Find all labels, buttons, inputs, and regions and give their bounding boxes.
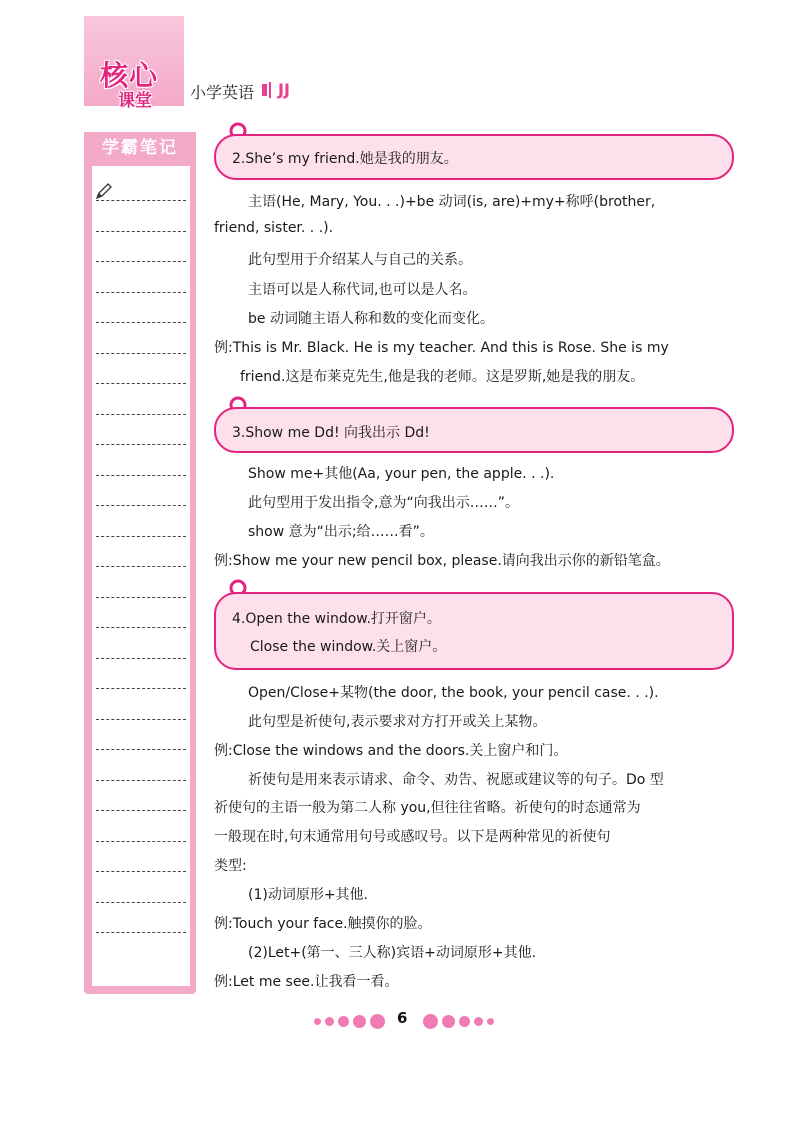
- note-line: [96, 597, 186, 598]
- s3-line-2: 此句型用于发出指令,意为“向我出示……”。: [248, 495, 519, 511]
- note-line: [96, 261, 186, 262]
- footer-dot: [370, 1014, 385, 1029]
- sentence-4-text-2: Close the window.关上窗户。: [250, 639, 447, 655]
- footer-dot: [487, 1018, 494, 1025]
- s3-line-1: Show me+其他(Aa, your pen, the apple. . .).: [248, 466, 555, 482]
- sentence-4-text-1: 4.Open the window.打开窗户。: [232, 611, 441, 627]
- note-line: [96, 444, 186, 445]
- note-line: [96, 810, 186, 811]
- note-line: [96, 414, 186, 415]
- note-line: [96, 475, 186, 476]
- s4-example-3: 例:Let me see.让我看一看。: [214, 974, 399, 990]
- note-line: [96, 231, 186, 232]
- logo-subtitle: 课堂: [118, 91, 152, 111]
- s2-line-3: 此句型用于介绍某人与自己的关系。: [248, 252, 472, 268]
- note-line: [96, 841, 186, 842]
- s4-para-3: 一般现在时,句末通常用句号或感叹号。以下是两种常见的祈使句: [214, 829, 611, 845]
- logo-title: 核心: [100, 59, 159, 92]
- footer-dot: [314, 1018, 321, 1025]
- note-line: [96, 536, 186, 537]
- note-line: [96, 566, 186, 567]
- s2-line-4: 主语可以是人称代词,也可以是人名。: [248, 282, 477, 298]
- sentence-2-text: 2.She’s my friend.她是我的朋友。: [232, 151, 458, 167]
- sidebar-title: 学霸笔记: [102, 138, 178, 158]
- note-line: [96, 871, 186, 872]
- note-line: [96, 353, 186, 354]
- note-line: [96, 902, 186, 903]
- s2-example-2: friend.这是布莱克先生,他是我的老师。这是罗斯,她是我的朋友。: [240, 369, 645, 385]
- s4-para-2: 祈使句的主语一般为第二人称 you,但往往省略。祈使句的时态通常为: [214, 800, 641, 816]
- sentence-3-text: 3.Show me Dd! 向我出示 Dd!: [232, 425, 430, 441]
- note-line: [96, 200, 186, 201]
- note-line: [96, 292, 186, 293]
- footer-dot: [325, 1017, 334, 1026]
- note-line: [96, 658, 186, 659]
- s4-line-1: Open/Close+某物(the door, the book, your pencil case. . .).: [248, 685, 659, 701]
- note-line: [96, 719, 186, 720]
- note-line: [96, 322, 186, 323]
- s3-line-3: show 意为“出示;给……看”。: [248, 524, 434, 540]
- s2-line-2: friend, sister. . .).: [214, 220, 334, 236]
- footer-dot: [423, 1014, 438, 1029]
- pencil-icon: [94, 181, 114, 201]
- s4-type-2: (2)Let+(第一、三人称)宾语+动词原形+其他.: [248, 945, 537, 961]
- s2-line-5: be 动词随主语人称和数的变化而变化。: [248, 311, 494, 327]
- note-line: [96, 932, 186, 933]
- note-line: [96, 627, 186, 628]
- note-line: [96, 505, 186, 506]
- sentence-box-4: [214, 592, 734, 670]
- s2-example-1: 例:This is Mr. Black. He is my teacher. And this is Rose. She is my: [214, 340, 669, 356]
- notes-area: [92, 166, 190, 986]
- s4-line-2: 此句型是祈使句,表示要求对方打开或关上某物。: [248, 714, 547, 730]
- footer-dot: [353, 1015, 366, 1028]
- separator-bar: [269, 82, 271, 98]
- s4-para-1: 祈使句是用来表示请求、命令、劝告、祝愿或建议等的句子。Do 型: [248, 772, 664, 788]
- separator-mark: [262, 84, 267, 96]
- s4-example-2: 例:Touch your face.触摸你的脸。: [214, 916, 432, 932]
- note-line: [96, 688, 186, 689]
- note-line: [96, 383, 186, 384]
- s4-example-1: 例:Close the windows and the doors.关上窗户和门。: [214, 743, 568, 759]
- footer-dot: [338, 1016, 349, 1027]
- s2-line-1: 主语(He, Mary, You. . .)+be 动词(is, are)+my+称呼(brother,: [248, 194, 656, 210]
- subject-label: 小学英语: [190, 83, 255, 102]
- footer-dot: [474, 1017, 483, 1026]
- note-line: [96, 780, 186, 781]
- s3-example: 例:Show me your new pencil box, please.请向我出示你的新铅笔盒。: [214, 553, 670, 569]
- footer-dot: [459, 1016, 470, 1027]
- s4-type-1: (1)动词原形+其他.: [248, 887, 369, 903]
- page-number: 6: [397, 1009, 408, 1027]
- edition-label: JJ: [278, 80, 290, 99]
- note-line: [96, 749, 186, 750]
- s4-para-4: 类型:: [214, 858, 247, 874]
- footer-dot: [442, 1015, 455, 1028]
